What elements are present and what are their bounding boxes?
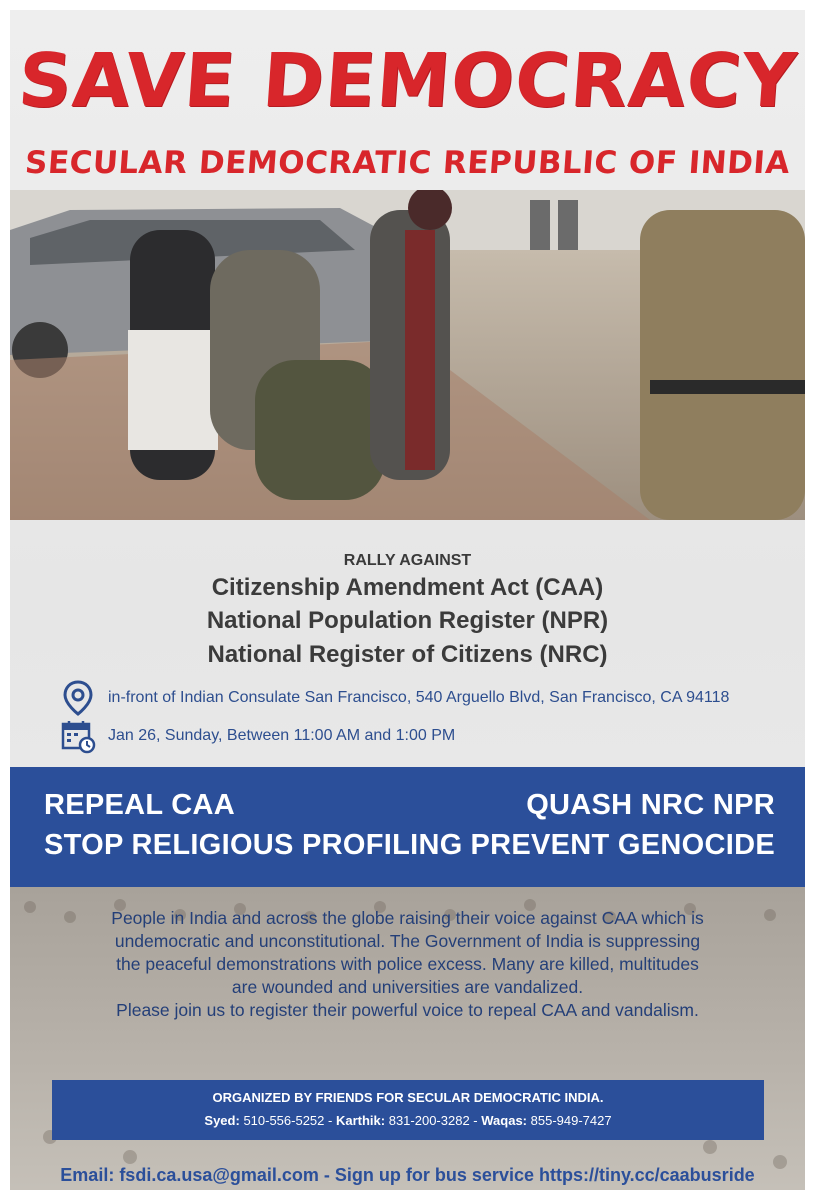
- contact-name: Waqas:: [481, 1113, 527, 1128]
- act-nrc: National Register of Citizens (NRC): [207, 641, 608, 668]
- rally-heading: RALLY AGAINST: [343, 552, 472, 569]
- paragraph-line: the peaceful demonstrations with police excess. Many are killed, multitudes: [116, 954, 699, 974]
- location-text: in-front of Indian Consulate San Francisco, 540 Arguello Blvd, San Francisco, CA 94118: [108, 689, 730, 706]
- protest-photo: [10, 190, 805, 520]
- contact-phone[interactable]: 831-200-3282: [388, 1113, 470, 1128]
- location-pin-icon: [60, 680, 96, 716]
- slogan-prevent-genocide: PREVENT GENOCIDE: [470, 829, 775, 861]
- slogan-quash-nrc-npr: QUASH NRC NPR: [526, 789, 775, 821]
- contact-separator: -: [324, 1113, 336, 1128]
- description-paragraph: [50, 907, 765, 1022]
- schedule-text: Jan 26, Sunday, Between 11:00 AM and 1:00 PM: [108, 727, 456, 744]
- organizer-title: ORGANIZED BY FRIENDS FOR SECULAR DEMOCRATIC INDIA.: [212, 1090, 604, 1105]
- schedule-row: [60, 718, 455, 754]
- contact-name: Karthik:: [335, 1113, 386, 1128]
- paragraph-line: undemocratic and unconstitutional. The Government of India is suppressing: [114, 931, 701, 951]
- paragraph-line: are wounded and universities are vandalized.: [231, 977, 584, 997]
- slogan-banner: [10, 767, 805, 887]
- slogan-stop-profiling: STOP RELIGIOUS PROFILING: [44, 829, 463, 861]
- contact-name: Syed:: [204, 1113, 240, 1128]
- contact-phone[interactable]: 510-556-5252: [243, 1113, 325, 1128]
- page-subtitle: SECULAR DEMOCRATIC REPUBLIC OF INDIA: [23, 145, 792, 181]
- calendar-clock-icon: [60, 718, 96, 754]
- poster: [10, 10, 805, 1190]
- contact-separator: -: [469, 1113, 482, 1128]
- organizer-box: [52, 1080, 764, 1140]
- paragraph-line: People in India and across the globe raising their voice against CAA which is: [111, 908, 704, 928]
- paragraph-line: Please join us to register their powerful voice to repeal CAA and vandalism.: [116, 1000, 699, 1020]
- slogan-repeal-caa: REPEAL CAA: [44, 789, 235, 821]
- footer-contact-line[interactable]: Email: fsdi.ca.usa@gmail.com - Sign up for bus service https://tiny.cc/caabusride: [60, 1165, 755, 1185]
- page-title: SAVE DEMOCRACY: [15, 38, 800, 124]
- contact-phone[interactable]: 855-949-7427: [530, 1113, 612, 1128]
- location-row: [60, 680, 729, 716]
- organizer-contacts: [52, 1113, 764, 1128]
- act-caa: Citizenship Amendment Act (CAA): [211, 574, 604, 601]
- act-npr: National Population Register (NPR): [206, 607, 609, 634]
